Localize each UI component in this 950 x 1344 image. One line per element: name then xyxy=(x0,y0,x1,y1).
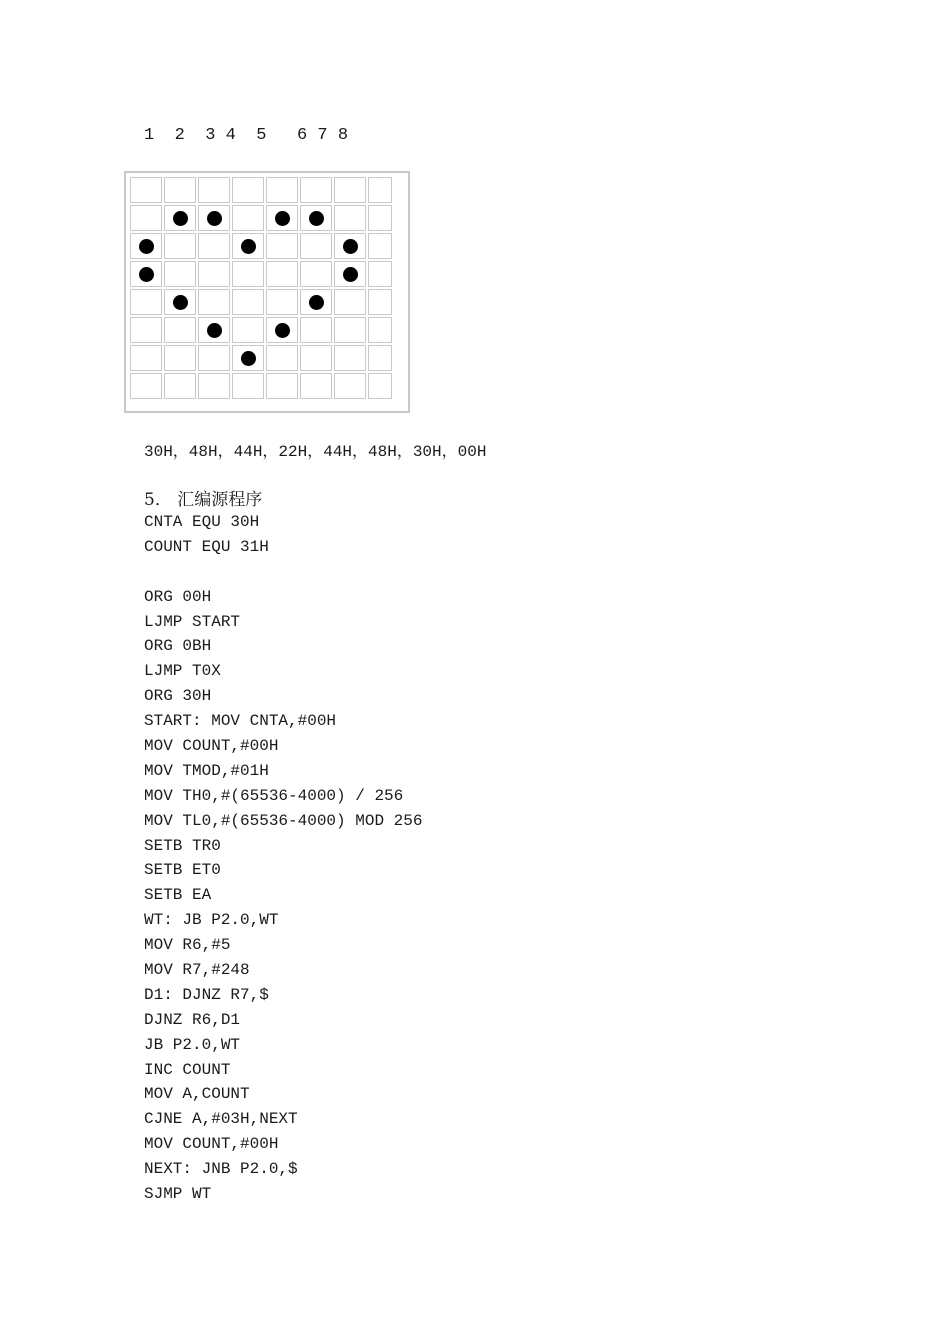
matrix-row xyxy=(130,205,392,231)
lit-dot-icon xyxy=(207,323,222,338)
matrix-cell xyxy=(198,345,230,371)
matrix-cell xyxy=(266,373,298,399)
matrix-cell xyxy=(300,317,332,343)
code-line: D1: DJNZ R7,$ xyxy=(144,985,269,1004)
code-line: MOV A,COUNT xyxy=(144,1085,250,1104)
matrix-cell xyxy=(368,373,392,399)
code-line: CJNE A,#03H,NEXT xyxy=(144,1110,298,1129)
code-line: MOV R6,#5 xyxy=(144,936,231,955)
matrix-cell xyxy=(300,177,332,203)
matrix-cell xyxy=(164,205,196,231)
code-line: WT: JB P2.0,WT xyxy=(144,911,279,930)
column-number-header: 1 2 3 4 5 6 7 8 xyxy=(144,126,349,145)
code-line: SETB ET0 xyxy=(144,861,221,880)
matrix-cell xyxy=(232,177,264,203)
matrix-cell xyxy=(164,177,196,203)
matrix-cell xyxy=(130,317,162,343)
matrix-cell xyxy=(232,205,264,231)
matrix-row xyxy=(130,177,392,203)
code-line: MOV TH0,#(65536-4000) / 256 xyxy=(144,786,404,805)
dot-matrix-table xyxy=(128,175,394,401)
matrix-cell xyxy=(334,233,366,259)
matrix-row xyxy=(130,233,392,259)
lit-dot-icon xyxy=(343,267,358,282)
matrix-cell xyxy=(164,261,196,287)
matrix-cell xyxy=(300,373,332,399)
matrix-cell xyxy=(300,205,332,231)
matrix-cell xyxy=(266,261,298,287)
code-line: ORG 0BH xyxy=(144,637,212,656)
code-line: INC COUNT xyxy=(144,1060,231,1079)
matrix-row xyxy=(130,317,392,343)
code-line: LJMP START xyxy=(144,612,241,631)
matrix-cell xyxy=(232,233,264,259)
matrix-row xyxy=(130,345,392,371)
matrix-cell xyxy=(130,345,162,371)
matrix-cell xyxy=(130,261,162,287)
matrix-cell xyxy=(232,261,264,287)
code-line: MOV TL0,#(65536-4000) MOD 256 xyxy=(144,811,423,830)
matrix-cell xyxy=(164,289,196,315)
lit-dot-icon xyxy=(343,239,358,254)
matrix-cell xyxy=(300,261,332,287)
lit-dot-icon xyxy=(139,239,154,254)
code-line xyxy=(144,560,422,585)
code-line: SJMP WT xyxy=(144,1185,212,1204)
matrix-cell xyxy=(334,177,366,203)
assembly-source-code xyxy=(144,510,422,1207)
lit-dot-icon xyxy=(207,211,222,226)
section-title: 5． 汇编源程序 xyxy=(144,490,263,510)
matrix-cell xyxy=(334,205,366,231)
matrix-cell xyxy=(232,289,264,315)
matrix-cell xyxy=(164,317,196,343)
dot-matrix-grid xyxy=(124,171,410,413)
matrix-cell xyxy=(266,233,298,259)
lit-dot-icon xyxy=(173,295,188,310)
lit-dot-icon xyxy=(275,211,290,226)
code-line: MOV COUNT,#00H xyxy=(144,1135,279,1154)
code-line: CNTA EQU 30H xyxy=(144,513,260,531)
matrix-cell xyxy=(232,317,264,343)
matrix-cell xyxy=(164,233,196,259)
code-line: LJMP T0X xyxy=(144,662,221,681)
matrix-cell xyxy=(130,233,162,259)
matrix-cell xyxy=(368,177,392,203)
lit-dot-icon xyxy=(309,211,324,226)
code-line: START: MOV CNTA,#00H xyxy=(144,712,337,731)
lit-dot-icon xyxy=(241,239,256,254)
matrix-cell xyxy=(266,177,298,203)
code-line: MOV COUNT,#00H xyxy=(144,737,279,756)
matrix-cell xyxy=(334,373,366,399)
matrix-cell xyxy=(368,261,392,287)
matrix-cell xyxy=(334,317,366,343)
matrix-cell xyxy=(130,289,162,315)
lit-dot-icon xyxy=(241,351,256,366)
matrix-cell xyxy=(266,345,298,371)
matrix-cell xyxy=(368,233,392,259)
matrix-cell xyxy=(266,289,298,315)
matrix-cell xyxy=(164,345,196,371)
matrix-cell xyxy=(130,373,162,399)
code-line: SETB EA xyxy=(144,886,212,905)
hex-codes-line: 30H，48H，44H，22H，44H，48H，30H，00H xyxy=(144,443,487,461)
matrix-cell xyxy=(130,205,162,231)
matrix-cell xyxy=(300,289,332,315)
code-line: MOV TMOD,#01H xyxy=(144,761,269,780)
lit-dot-icon xyxy=(275,323,290,338)
code-line: ORG 00H xyxy=(144,587,212,606)
matrix-cell xyxy=(368,317,392,343)
matrix-cell xyxy=(198,373,230,399)
lit-dot-icon xyxy=(139,267,154,282)
matrix-cell xyxy=(266,317,298,343)
matrix-cell xyxy=(164,373,196,399)
matrix-row xyxy=(130,373,392,399)
code-line: JB P2.0,WT xyxy=(144,1035,241,1054)
matrix-cell xyxy=(198,205,230,231)
matrix-cell xyxy=(198,317,230,343)
code-line: MOV R7,#248 xyxy=(144,961,250,980)
matrix-cell xyxy=(266,205,298,231)
matrix-cell xyxy=(300,345,332,371)
matrix-cell xyxy=(334,289,366,315)
matrix-cell xyxy=(334,345,366,371)
code-line: COUNT EQU 31H xyxy=(144,537,269,556)
lit-dot-icon xyxy=(173,211,188,226)
matrix-cell xyxy=(300,233,332,259)
lit-dot-icon xyxy=(309,295,324,310)
code-line: NEXT: JNB P2.0,$ xyxy=(144,1160,298,1179)
matrix-cell xyxy=(130,177,162,203)
matrix-row xyxy=(130,289,392,315)
code-line: ORG 30H xyxy=(144,687,212,706)
matrix-cell xyxy=(334,261,366,287)
matrix-cell xyxy=(198,177,230,203)
matrix-cell xyxy=(232,345,264,371)
matrix-cell xyxy=(368,289,392,315)
matrix-cell xyxy=(368,205,392,231)
code-line: DJNZ R6,D1 xyxy=(144,1010,241,1029)
matrix-cell xyxy=(198,261,230,287)
code-line: SETB TR0 xyxy=(144,836,221,855)
matrix-cell xyxy=(232,373,264,399)
matrix-cell xyxy=(198,233,230,259)
matrix-cell xyxy=(368,345,392,371)
matrix-row xyxy=(130,261,392,287)
matrix-cell xyxy=(198,289,230,315)
